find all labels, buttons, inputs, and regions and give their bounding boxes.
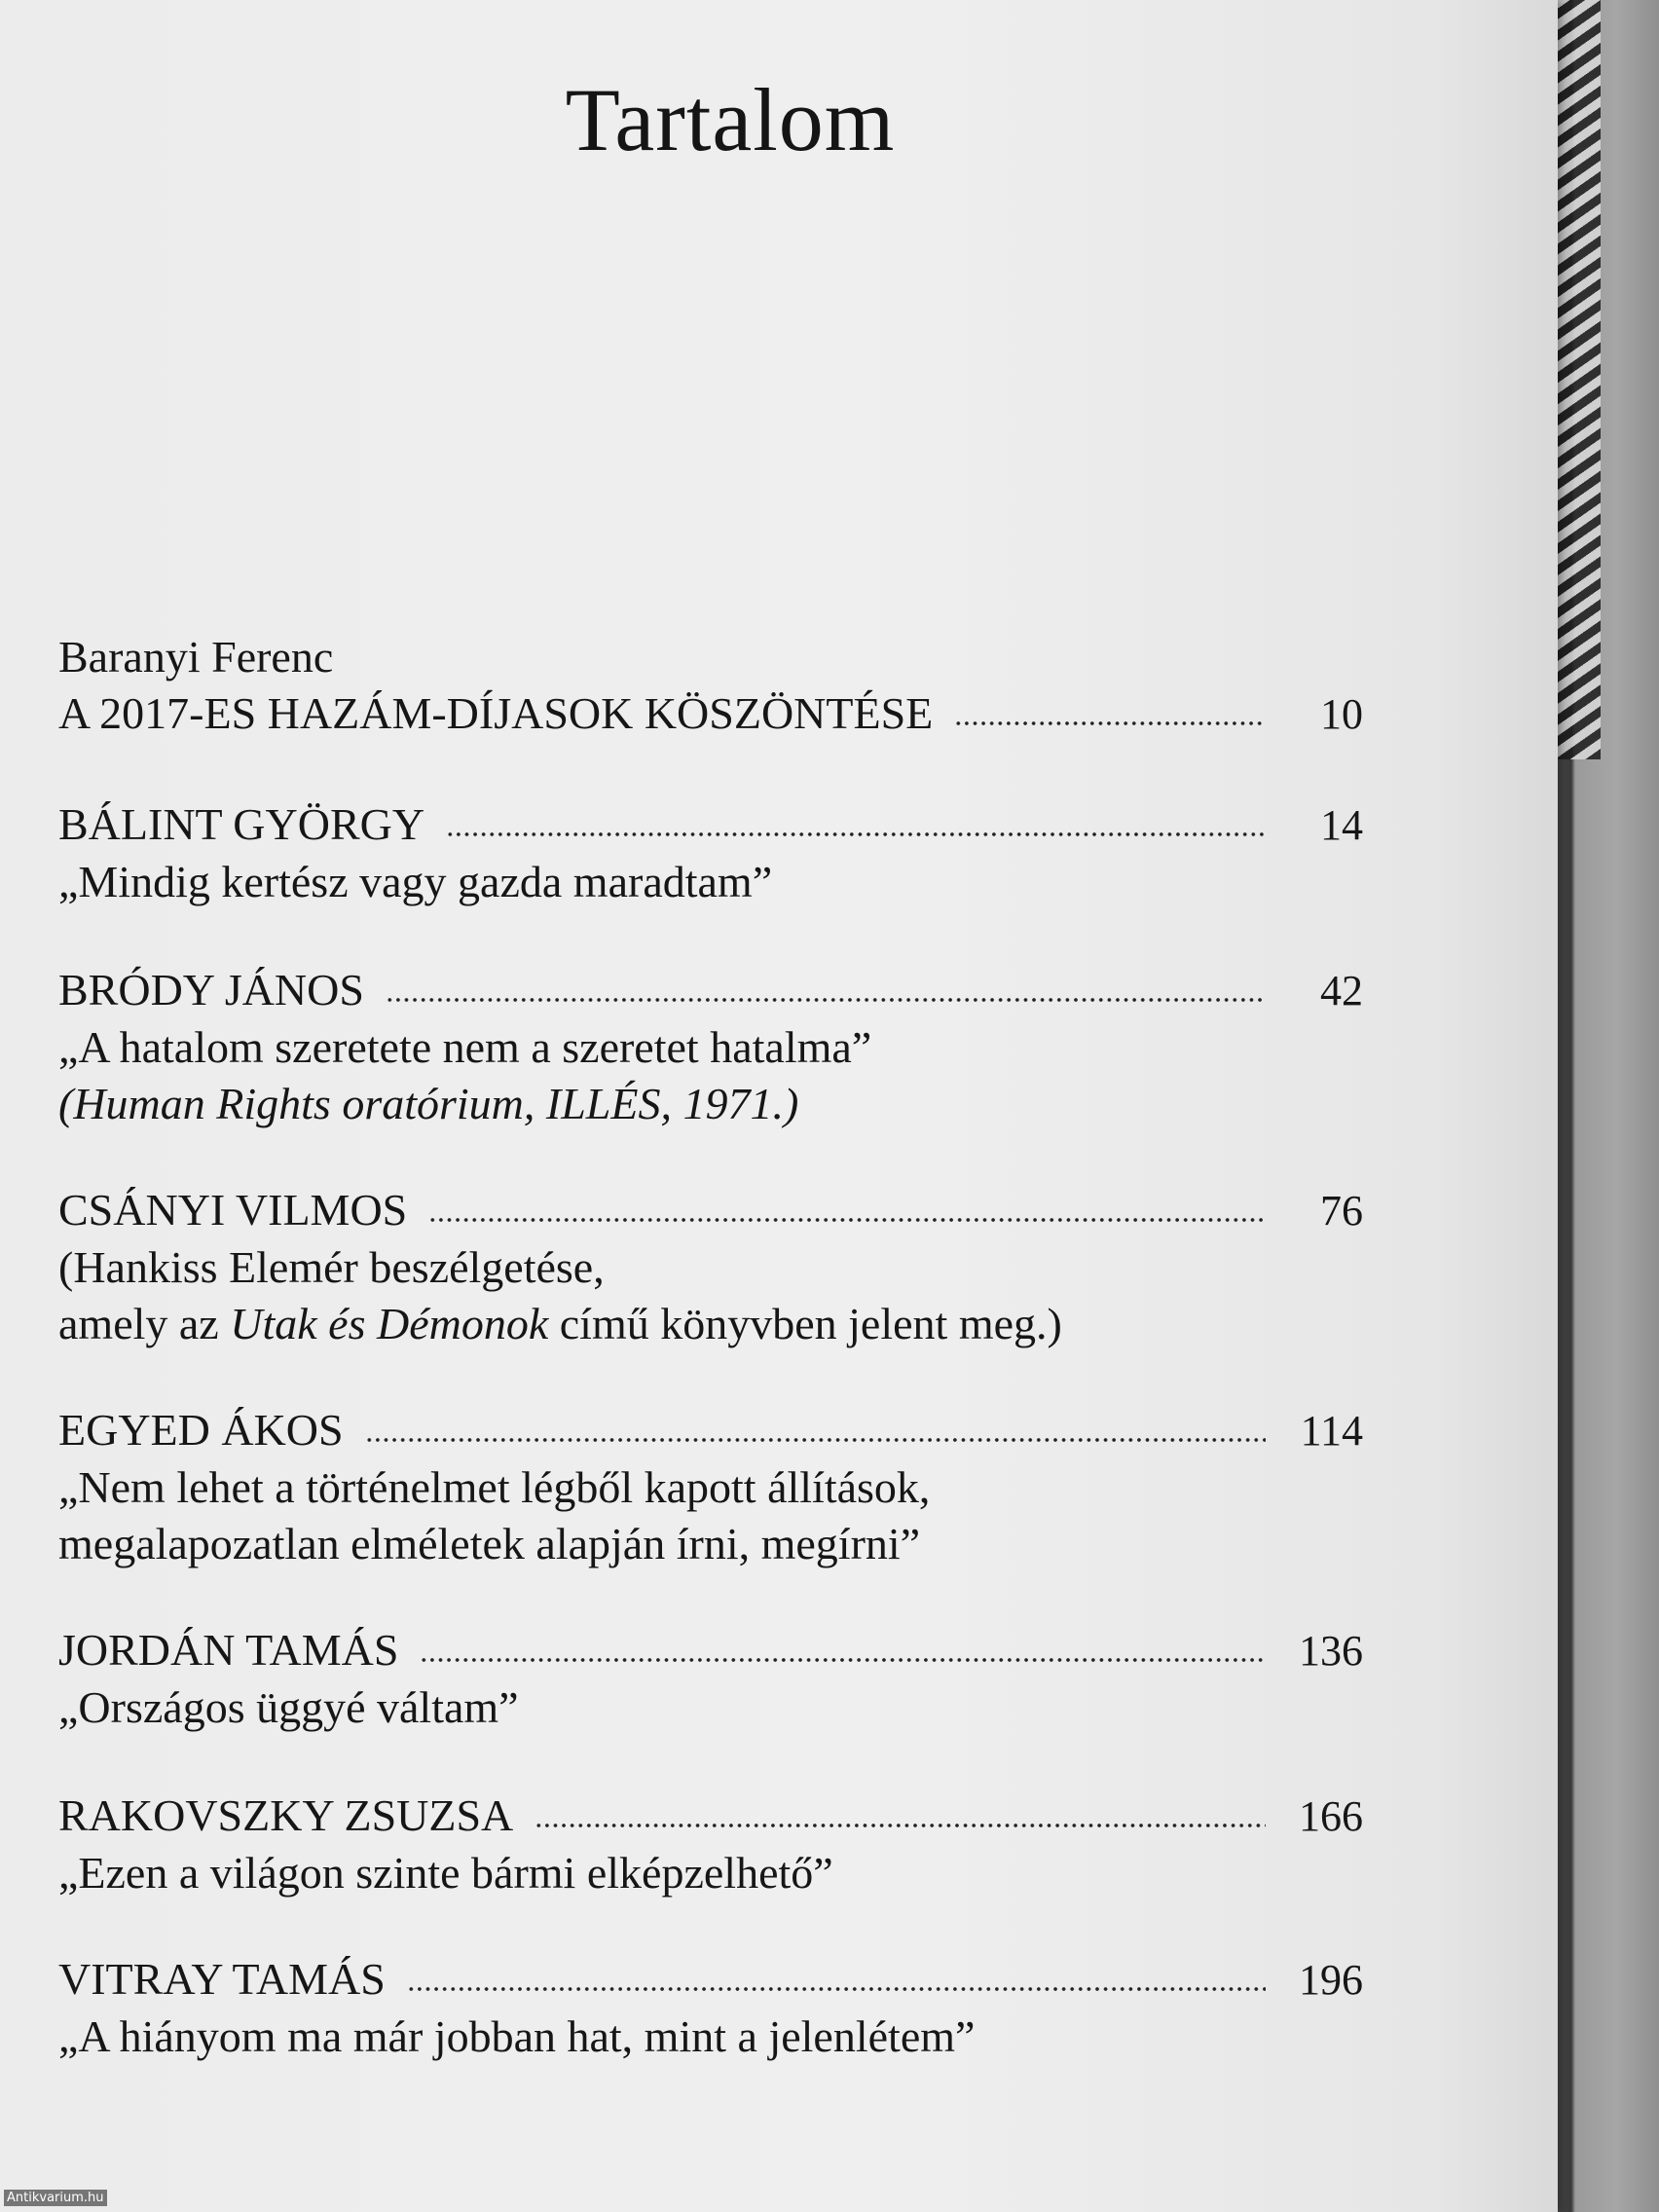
toc-heading: [58, 962, 1363, 1019]
toc-heading: [58, 1622, 1363, 1679]
toc-subtitle: „A hatalom szeretete nem a szeretet hatalma”: [58, 1022, 872, 1072]
toc-subtitle: (Hankiss Elemér beszélgetése,: [58, 1242, 605, 1292]
page-number: 76: [1320, 1187, 1363, 1235]
toc-note: [58, 1296, 1363, 1352]
toc-subtitle: „Ezen a világon szinte bármi elképzelhető”: [58, 1848, 833, 1898]
dot-leader: [428, 1215, 1266, 1225]
toc-entry: [58, 1622, 1363, 1736]
toc-heading: [58, 685, 1363, 743]
watermark: Antikvarium.hu: [4, 2190, 107, 2206]
toc-name: JORDÁN TAMÁS: [58, 1625, 399, 1675]
toc-note-text: című könyvben jelent meg.): [548, 1299, 1062, 1348]
page-number: 42: [1320, 967, 1363, 1014]
toc-subtitle: „Mindig kertész vagy gazda maradtam”: [58, 857, 773, 906]
toc-name: RAKOVSZKY ZSUZSA: [58, 1790, 514, 1840]
dot-leader: [386, 995, 1266, 1005]
page-number: 14: [1320, 801, 1363, 849]
dot-leader: [407, 1984, 1266, 1994]
toc-heading: [58, 1182, 1363, 1239]
book-title: Utak és Démonok: [230, 1299, 549, 1348]
toc-note: (Human Rights oratórium, ILLÉS, 1971.): [58, 1079, 799, 1128]
toc-name: CSÁNYI VILMOS: [58, 1185, 408, 1235]
toc-entry: [58, 1788, 1363, 1901]
toc-subtitle: „Országos üggyé váltam”: [58, 1682, 519, 1732]
background-pattern: [1558, 0, 1601, 759]
toc-entry: [58, 1951, 1363, 2065]
toc-entry: [58, 629, 1363, 743]
toc-name: BÁLINT GYÖRGY: [58, 799, 425, 849]
toc-entry: [58, 796, 1363, 910]
dot-leader: [446, 830, 1266, 839]
toc-name: BRÓDY JÁNOS: [58, 965, 364, 1014]
toc-name: EGYED ÁKOS: [58, 1405, 344, 1455]
toc-author: Baranyi Ferenc: [58, 632, 334, 682]
page-title: Tartalom: [565, 70, 896, 169]
toc-entry: [58, 962, 1363, 1132]
toc-subtitle: „Nem lehet a történelmet légből kapott állítások,: [58, 1462, 931, 1512]
toc-heading: [58, 1951, 1363, 2009]
toc-entry: [58, 1182, 1363, 1352]
toc-title: A 2017-ES HAZÁM-DÍJASOK KÖSZÖNTÉSE: [58, 688, 934, 738]
page-number: 114: [1300, 1407, 1363, 1455]
toc-note-text: amely az: [58, 1299, 231, 1348]
toc-subtitle: megalapozatlan elméletek alapján írni, megírni”: [58, 1519, 921, 1568]
dot-leader: [535, 1821, 1266, 1830]
page-number: 10: [1320, 690, 1363, 738]
toc-entry: [58, 1402, 1363, 1572]
toc-heading: [58, 796, 1363, 854]
page-number: 166: [1299, 1792, 1363, 1840]
dot-leader: [954, 719, 1266, 728]
page-number: 136: [1299, 1627, 1363, 1675]
toc-name: VITRAY TAMÁS: [58, 1954, 386, 2004]
toc-heading: [58, 1788, 1363, 1845]
dot-leader: [365, 1435, 1266, 1445]
toc-heading: [58, 1402, 1363, 1459]
dot-leader: [420, 1655, 1266, 1665]
toc-subtitle: „A hiányom ma már jobban hat, mint a jelenlétem”: [58, 2011, 976, 2061]
page-number: 196: [1299, 1956, 1363, 2004]
